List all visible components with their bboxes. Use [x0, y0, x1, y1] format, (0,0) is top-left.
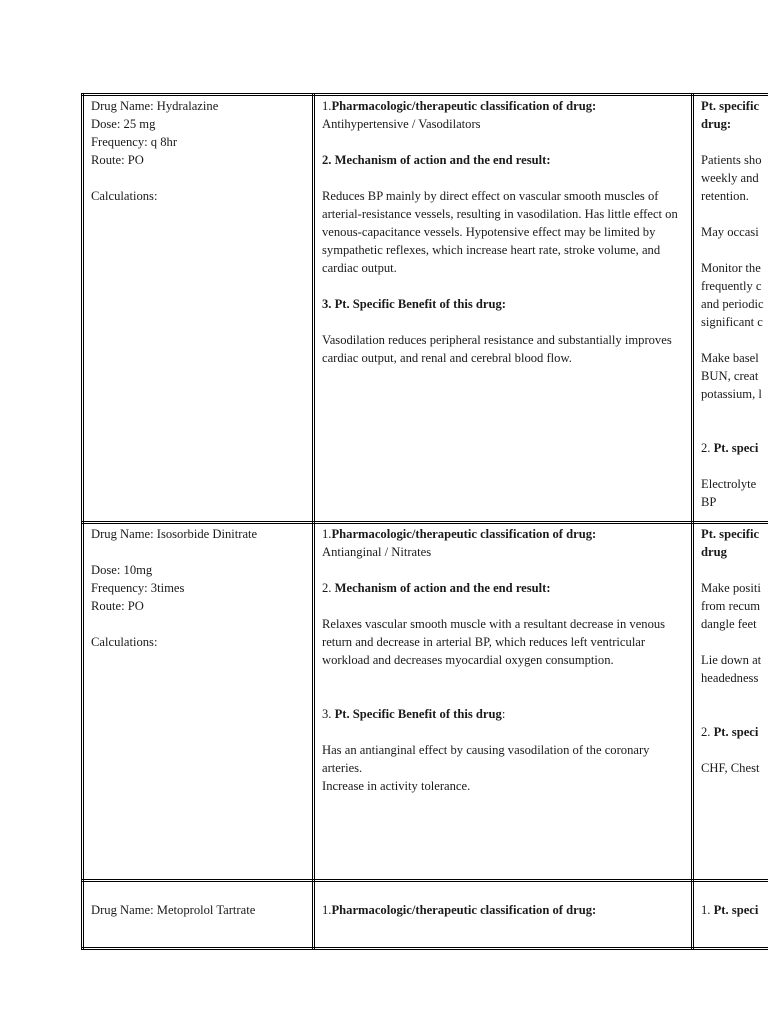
mechanism-heading: 2. Mechanism of action and the end result: — [322, 581, 551, 595]
drug-info-cell — [83, 523, 314, 881]
drug-frequency: Frequency: 3times — [91, 581, 185, 595]
considerations-subheading: 2. Pt. speci — [701, 725, 759, 739]
nursing-considerations-cell — [693, 523, 768, 881]
table-row — [83, 881, 768, 949]
drug-frequency: Frequency: q 8hr — [91, 135, 178, 149]
drug-name: Drug Name: Hydralazine — [91, 99, 219, 113]
considerations-line: dangle feet — [701, 617, 757, 631]
considerations-heading: Pt. specific — [701, 527, 760, 541]
considerations-line: Patients sho — [701, 153, 762, 167]
drug-pharmacology-cell — [314, 523, 693, 881]
considerations-line: retention. — [701, 189, 749, 203]
drug-card-table — [81, 93, 768, 950]
considerations-line: May occasi — [701, 225, 759, 239]
benefit-text: Vasodilation reduces peripheral resistance and substantially improves cardiac output, and renal and cerebral blood flow. — [322, 333, 672, 365]
considerations-line: weekly and — [701, 171, 759, 185]
mechanism-heading: 2. Mechanism of action and the end result: — [322, 153, 551, 167]
drug-pharmacology-cell — [314, 881, 693, 949]
considerations-line: significant c — [701, 315, 763, 329]
considerations-line: Lie down at — [701, 653, 762, 667]
benefit-heading: 3. Pt. Specific Benefit of this drug: — [322, 707, 506, 721]
table-row — [83, 523, 768, 881]
drug-name: Drug Name: Metoprolol Tartrate — [91, 903, 256, 917]
drug-info-cell — [83, 95, 314, 523]
considerations-line: Monitor the — [701, 261, 761, 275]
drug-route: Route: PO — [91, 599, 144, 613]
drug-calculations: Calculations: — [91, 635, 158, 649]
considerations-line: BP — [701, 495, 717, 509]
considerations-heading-cont: drug: — [701, 117, 732, 131]
considerations-heading: 1. Pt. speci — [701, 903, 759, 917]
considerations-line: Make positi — [701, 581, 761, 595]
classification-heading: 1.Pharmacologic/therapeutic classification of drug: — [322, 99, 597, 113]
drug-info-cell — [83, 881, 314, 949]
considerations-line: BUN, creat — [701, 369, 759, 383]
nursing-considerations-cell — [693, 95, 768, 523]
table-row — [83, 95, 768, 523]
considerations-line: CHF, Chest — [701, 761, 760, 775]
classification-text: Antianginal / Nitrates — [322, 545, 432, 559]
classification-text: Antihypertensive / Vasodilators — [322, 117, 481, 131]
considerations-line: from recum — [701, 599, 761, 613]
classification-heading: 1.Pharmacologic/therapeutic classification of drug: — [322, 527, 597, 541]
benefit-text: Has an antianginal effect by causing vasodilation of the coronary arteries. — [322, 743, 650, 775]
considerations-line: Make basel — [701, 351, 759, 365]
drug-route: Route: PO — [91, 153, 144, 167]
benefit-heading: 3. Pt. Specific Benefit of this drug: — [322, 297, 506, 311]
mechanism-text: Relaxes vascular smooth muscle with a resultant decrease in venous return and decrease in arterial BP, which reduces left ventricular workload and decreases myocardial oxygen consumption. — [322, 617, 666, 667]
considerations-subheading: 2. Pt. speci — [701, 441, 759, 455]
considerations-line: Electrolyte — [701, 477, 757, 491]
drug-pharmacology-cell — [314, 95, 693, 523]
considerations-heading: Pt. specific — [701, 99, 760, 113]
benefit-text: Increase in activity tolerance. — [322, 779, 471, 793]
classification-heading: 1.Pharmacologic/therapeutic classification of drug: — [322, 903, 597, 917]
considerations-heading-cont: drug — [701, 545, 727, 559]
considerations-line: potassium, l — [701, 387, 762, 401]
considerations-line: and periodic — [701, 297, 764, 311]
nursing-considerations-cell — [693, 881, 768, 949]
drug-dose: Dose: 10mg — [91, 563, 153, 577]
mechanism-text: Reduces BP mainly by direct effect on vascular smooth muscles of arterial-resistance vessels, resulting in vasodilation. Has little effect on venous-capacitance vessels. Hypotensive effect may be limited by sympathetic reflexes, which increase heart rate, stroke volume, and cardiac output. — [322, 189, 678, 275]
drug-calculations: Calculations: — [91, 189, 158, 203]
considerations-line: headedness — [701, 671, 759, 685]
drug-dose: Dose: 25 mg — [91, 117, 156, 131]
drug-name: Drug Name: Isosorbide Dinitrate — [91, 527, 258, 541]
considerations-line: frequently c — [701, 279, 762, 293]
